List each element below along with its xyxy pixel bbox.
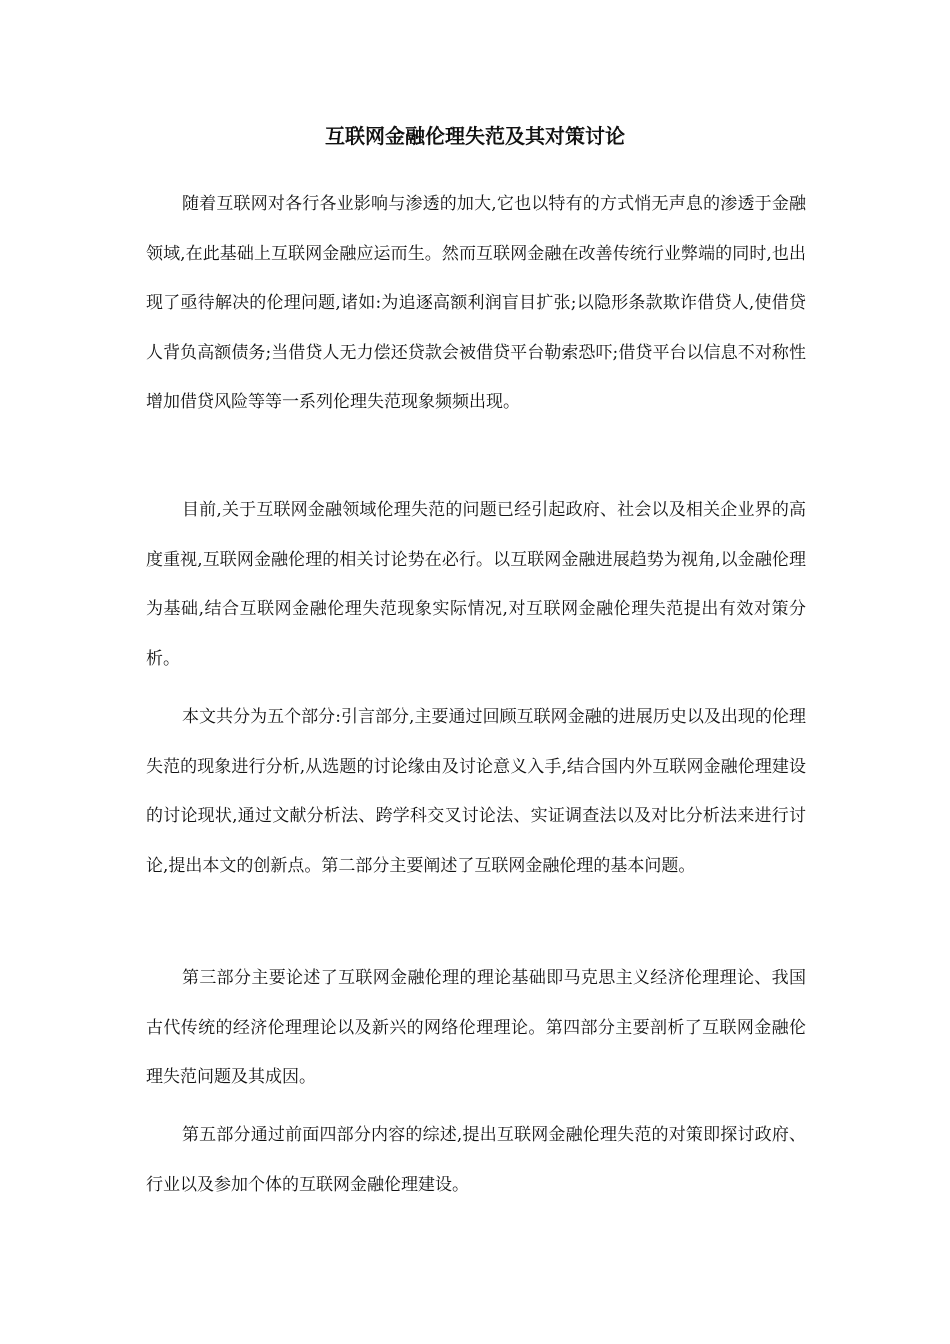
paragraph-introduction: 随着互联网对各行各业影响与渗透的加大,它也以特有的方式悄无声息的渗透于金融领域,在此基础上互联网金融应运而生。然而互联网金融在改善传统行业弊端的同时,也出现了亟待解决的伦理问题,诸如:为追逐高额利润盲目扩张;以隐形条款欺诈借贷人,使借贷人背负高额债务;当借贷人无力偿还贷款会被借贷平台勒索恐吓;借贷平台以信息不对称性增加借贷风险等等一系列伦理失范现象频频出现。 xyxy=(146,194,806,412)
paragraph-part-five: 第五部分通过前面四部分内容的综述,提出互联网金融伦理失范的对策即探讨政府、行业以及参加个体的互联网金融伦理建设。 xyxy=(146,1125,806,1195)
paragraph-structure-overview: 本文共分为五个部分:引言部分,主要通过回顾互联网金融的进展历史以及出现的伦理失范的现象进行分析,从选题的讨论缘由及讨论意义入手,结合国内外互联网金融伦理建设的讨论现状,通过文献分析法、跨学科交叉讨论法、实证调查法以及对比分析法来进行讨论,提出本文的创新点。第二部分主要阐述了互联网金融伦理的基本问题。 xyxy=(146,707,806,876)
paragraph-current-status: 目前,关于互联网金融领域伦理失范的问题已经引起政府、社会以及相关企业界的高度重视,互联网金融伦理的相关讨论势在必行。以互联网金融进展趋势为视角,以金融伦理为基础,结合互联网金融伦理失范现象实际情况,对互联网金融伦理失范提出有效对策分析。 xyxy=(146,500,806,669)
paragraph-parts-three-four: 第三部分主要论述了互联网金融伦理的理论基础即马克思主义经济伦理理论、我国古代传统的经济伦理理论以及新兴的网络伦理理论。第四部分主要剖析了互联网金融伦理失范问题及其成因。 xyxy=(146,968,806,1087)
document-title: 互联网金融伦理失范及其对策讨论 xyxy=(325,124,625,148)
